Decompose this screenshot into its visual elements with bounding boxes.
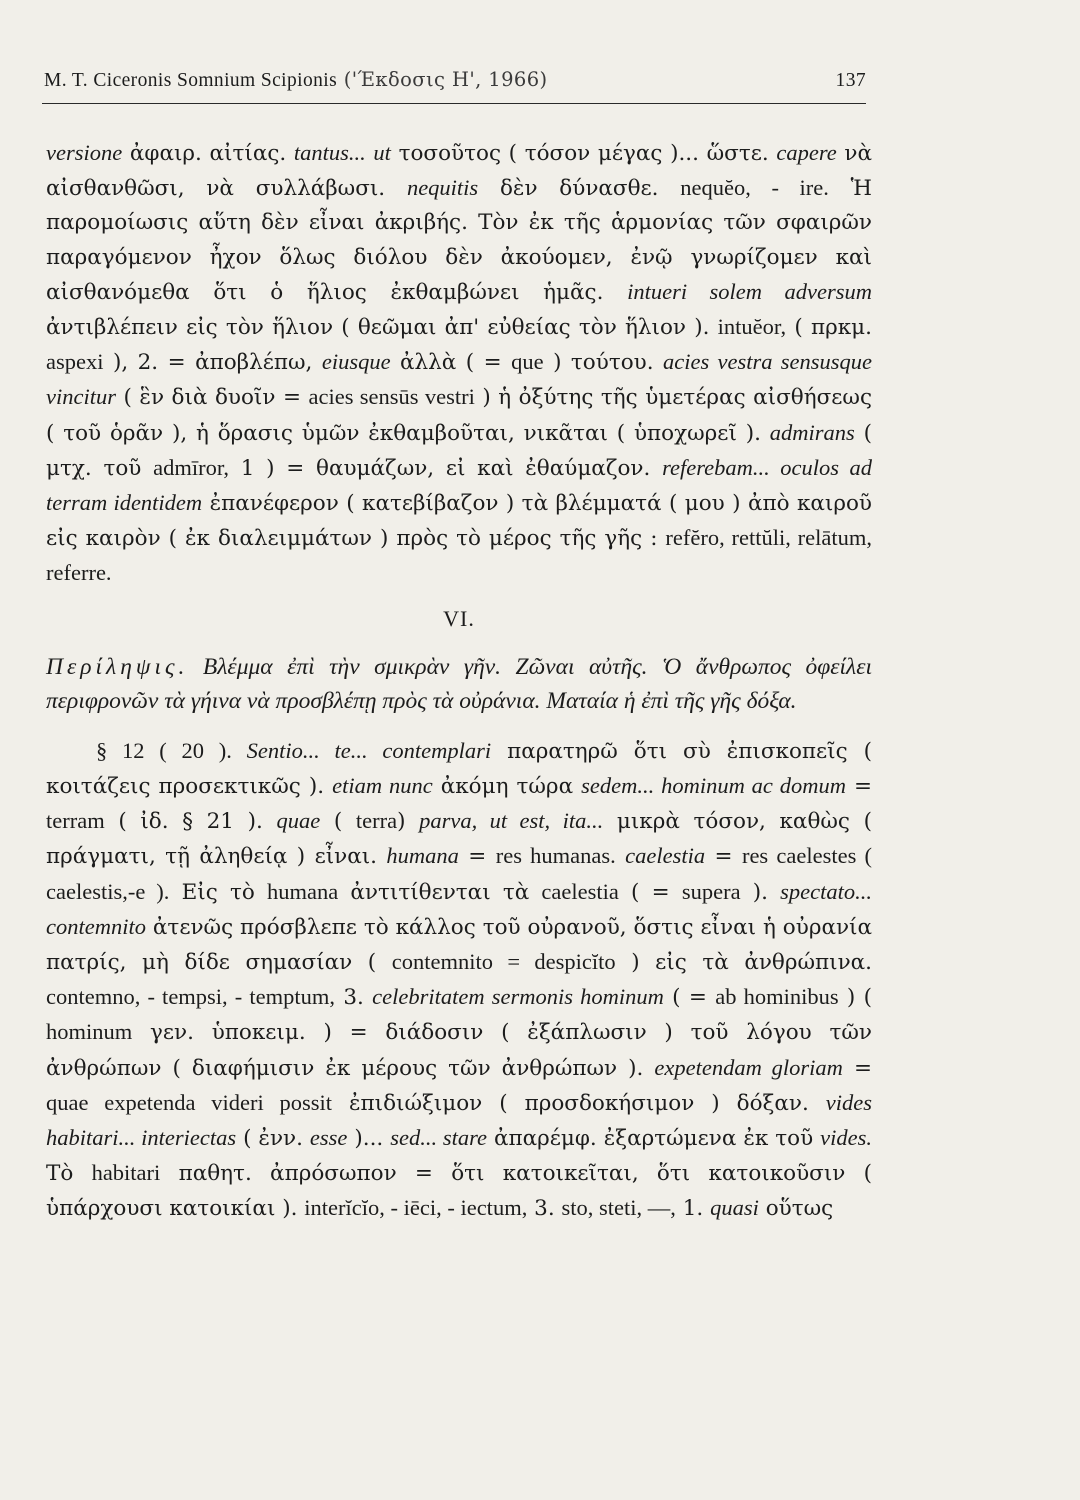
greek-gloss: ) ( [838, 985, 872, 1011]
summary-text: Βλέμμα ἐπὶ τὴν σμικρὰν γῆν. Ζῶναι αὐτῆς. Ὁ ἄνθρωπος ὀφείλει περιφρονῶν τὰ γήινα νὰ προσβλέπῃ πρὸς τὰ οὐράνια. Ματαία ἡ ἐπὶ τῆς γῆς δόξα. [46, 653, 872, 714]
page-body [46, 136, 872, 1227]
latin-lemma: admīror, [153, 454, 230, 480]
latin-lemma: hominum [46, 1019, 133, 1045]
greek-gloss: 3. [527, 1196, 562, 1222]
greek-gloss: ( πρκμ. [786, 315, 872, 341]
latin-lemma: tantus... [293, 140, 366, 165]
greek-gloss: παθητ. ἀπρόσωπον = ὅτι κατοικεῖται, ὅτι κατοικοῦσιν ( ὑπάρχουσι κατοικίαι ). [46, 1161, 872, 1222]
page-number: 137 [835, 70, 866, 91]
greek-gloss: ), 2. = ἀποβλέπω, [103, 350, 322, 376]
greek-gloss: ( ἓν διὰ δυοῖν = [115, 385, 309, 411]
greek-gloss: ( [320, 809, 356, 835]
greek-gloss: ) τούτου. [543, 350, 664, 376]
greek-gloss: γεν. ὑποκειμ. ) = διάδοσιν ( ἐξάπλωσιν ) τοῦ λόγου τῶν ἀνθρώπων ( διαφήμισιν ἐκ μέρους τῶν ἀνθρώπων ). [46, 1020, 872, 1081]
latin-lemma: acies vestra sensusque vincitur [46, 349, 872, 410]
greek-gloss: ἀλλὰ ( = [390, 350, 512, 376]
greek-gloss: ). [740, 879, 781, 905]
greek-gloss: ( ἐνν. [236, 1126, 310, 1152]
greek-gloss: ἐπιδιώξιμον ( προσδοκήσιμον ) δόξαν. [332, 1090, 826, 1116]
greek-gloss: ( ἰδ. § 21 ). [104, 809, 277, 835]
greek-gloss: νὰ αἰσθανθῶσι, νὰ συλλάβωσι. [46, 141, 872, 202]
latin-lemma: expetendam gloriam [654, 1054, 843, 1080]
latin-lemma: sed... stare [390, 1125, 487, 1151]
latin-lemma: acies sensūs vestri [308, 384, 475, 410]
greek-gloss: παρατηρῶ ὅτι σὺ ἐπισκοπεῖς ( κοιτάζεις προσεκτικῶς ). [46, 738, 872, 800]
greek-gloss: δὲν δύνασθε. [478, 176, 681, 202]
latin-lemma: aspexi [46, 349, 104, 375]
greek-gloss [616, 844, 625, 869]
latin-lemma: § 12 ( 20 ). [96, 737, 247, 763]
latin-lemma: vides. [820, 1125, 872, 1151]
latin-lemma: supera [681, 878, 741, 904]
greek-gloss: 1 ) = θαυμάζων, εἰ καὶ ἐθαύμαζον. [229, 455, 663, 481]
header-rule [42, 103, 866, 104]
greek-gloss: = [458, 844, 496, 870]
greek-gloss: τοσοῦτος ( τόσον μέγας )... ὥστε. [390, 141, 777, 166]
greek-gloss: ) [397, 809, 420, 835]
latin-lemma: humana [266, 878, 339, 904]
greek-gloss: ἀντιτίθενται τὰ [338, 879, 542, 905]
latin-lemma: sedem... hominum ac domum [581, 773, 846, 799]
running-head-title [44, 68, 548, 92]
latin-lemma: referebam... oculos ad terram identidem [46, 454, 873, 516]
latin-lemma: celebritatem sermonis hominum [372, 984, 664, 1010]
latin-lemma: res humanas. [495, 843, 616, 869]
latin-lemma: res caelestes ( caelestis,-e ). [46, 843, 872, 904]
greek-gloss: ἀπαρέμφ. ἐξαρτώμενα ἐκ τοῦ [486, 1126, 821, 1152]
latin-lemma: intuĕor, [717, 314, 787, 340]
latin-lemma: humana [386, 843, 459, 869]
latin-lemma: capere [776, 140, 837, 165]
latin-lemma: contemno, - tempsi, - temptum, [46, 984, 336, 1010]
latin-lemma: esse [309, 1125, 348, 1151]
greek-gloss: ἐπανέφερον ( κατεβίβαζον ) τὰ βλέμματά ( μου ) ἀπὸ καιροῦ εἰς καιρὸν ( ἐκ διαλειμμάτων ) πρὸς τὸ μέρος τῆς γῆς : [46, 491, 872, 552]
latin-lemma: quae [276, 808, 321, 834]
latin-lemma: spectato... contemnito [46, 878, 873, 939]
commentary-paragraph-2 [46, 734, 872, 1227]
section-number: VI. [443, 605, 475, 631]
greek-gloss: ( = [663, 985, 716, 1011]
latin-lemma: parva, ut est, ita... [419, 808, 604, 834]
summary-label: Περίληψις. [46, 653, 189, 680]
greek-gloss: Ἡ παρομοίωσις αὕτη δὲν εἶναι ἀκριβής. Τὸν ἐκ τῆς ἁρμονίας τῶν σφαιρῶν παραγόμενον ἦχον ὅλως διόλου δὲν ἀκούομεν, ἐνῷ γνωρίζομεν καὶ αἰσθανόμεθα ὅτι ὁ ἥλιος ἐκθαμβώνει ἡμᾶς. [46, 176, 872, 305]
greek-gloss: ἀφαιρ. αἰτίας. [122, 141, 294, 166]
greek-gloss: 3. [335, 985, 373, 1011]
running-head [44, 68, 866, 92]
latin-lemma: contemnito = despicĭto [391, 949, 616, 975]
latin-lemma: terra [355, 808, 398, 834]
greek-gloss: = [842, 1055, 872, 1081]
greek-gloss: ( μτχ. τοῦ [46, 420, 872, 481]
latin-lemma: refĕro, rettŭli, relātum, referre. [46, 525, 873, 586]
greek-gloss: ἀντιβλέπειν εἰς τὸν ἥλιον ( θεῶμαι ἀπ' εὐθείας τὸν ἥλιον ). [46, 315, 718, 341]
latin-lemma: que [511, 349, 544, 375]
greek-gloss: οὕτως [758, 1196, 834, 1222]
latin-lemma: interĭcĭo, - iēci, - iectum, [304, 1195, 528, 1221]
latin-lemma: ut [373, 140, 391, 165]
book-title: M. T. Ciceronis Somnium Scipionis [44, 70, 338, 91]
greek-gloss: )... [347, 1126, 391, 1152]
greek-gloss: ) εἰς τὰ ἀνθρώπινα. [615, 950, 873, 976]
latin-lemma: eiusque [321, 349, 391, 375]
latin-lemma: caelestia [625, 843, 706, 869]
greek-gloss: = [705, 844, 742, 870]
latin-lemma: caelestia [541, 878, 619, 904]
latin-lemma: admirans [769, 419, 855, 445]
commentary-paragraph-1 [46, 136, 872, 592]
greek-gloss: Εἰς τὸ [169, 879, 267, 905]
latin-lemma: intueri solem adversum [627, 278, 872, 304]
latin-lemma: versione [46, 140, 123, 165]
latin-lemma: ab hominibus [715, 984, 839, 1010]
latin-lemma: nequitis [406, 175, 479, 201]
latin-lemma: nequĕo, - ire. [680, 175, 829, 201]
latin-lemma: quasi [710, 1195, 759, 1221]
latin-lemma: sto, steti, —, [561, 1195, 676, 1221]
latin-lemma: habitari [91, 1160, 161, 1186]
latin-lemma: Sentio... te... contemplari [246, 737, 492, 763]
greek-gloss: ἀκόμη τώρα [432, 774, 582, 800]
latin-lemma: etiam nunc [332, 773, 433, 799]
latin-lemma: quae expetenda videri possit [46, 1089, 332, 1115]
greek-gloss: 1. [675, 1196, 711, 1222]
latin-lemma: terram [46, 808, 105, 834]
greek-gloss: = [845, 774, 873, 800]
edition-note: ('Έκδοσις Η', 1966) [343, 68, 548, 91]
greek-gloss: Τὸ [46, 1161, 92, 1187]
greek-gloss: ἀτενῶς πρόσβλεπε τὸ κάλλος τοῦ οὐρανοῦ, ὅστις εἶναι ἡ οὐρανία πατρίς, μὴ δίδε σημασίαν ( [46, 914, 872, 976]
latin-lemma: vides habitari... interiectas [46, 1089, 873, 1151]
greek-gloss: ) ἡ ὀξύτης τῆς ὑμετέρας αἰσθήσεως ( τοῦ ὁρᾶν ), ἡ ὅρασις ὑμῶν ἐκθαμβοῦται, νικᾶται ( ὑποχωρεῖ ). [46, 385, 872, 446]
greek-gloss: ( = [618, 879, 682, 905]
section-summary [46, 650, 872, 718]
greek-gloss: μικρὰ τόσον, καθὼς ( πράγματι, τῇ ἀληθείᾳ ) εἶναι. [46, 809, 872, 870]
